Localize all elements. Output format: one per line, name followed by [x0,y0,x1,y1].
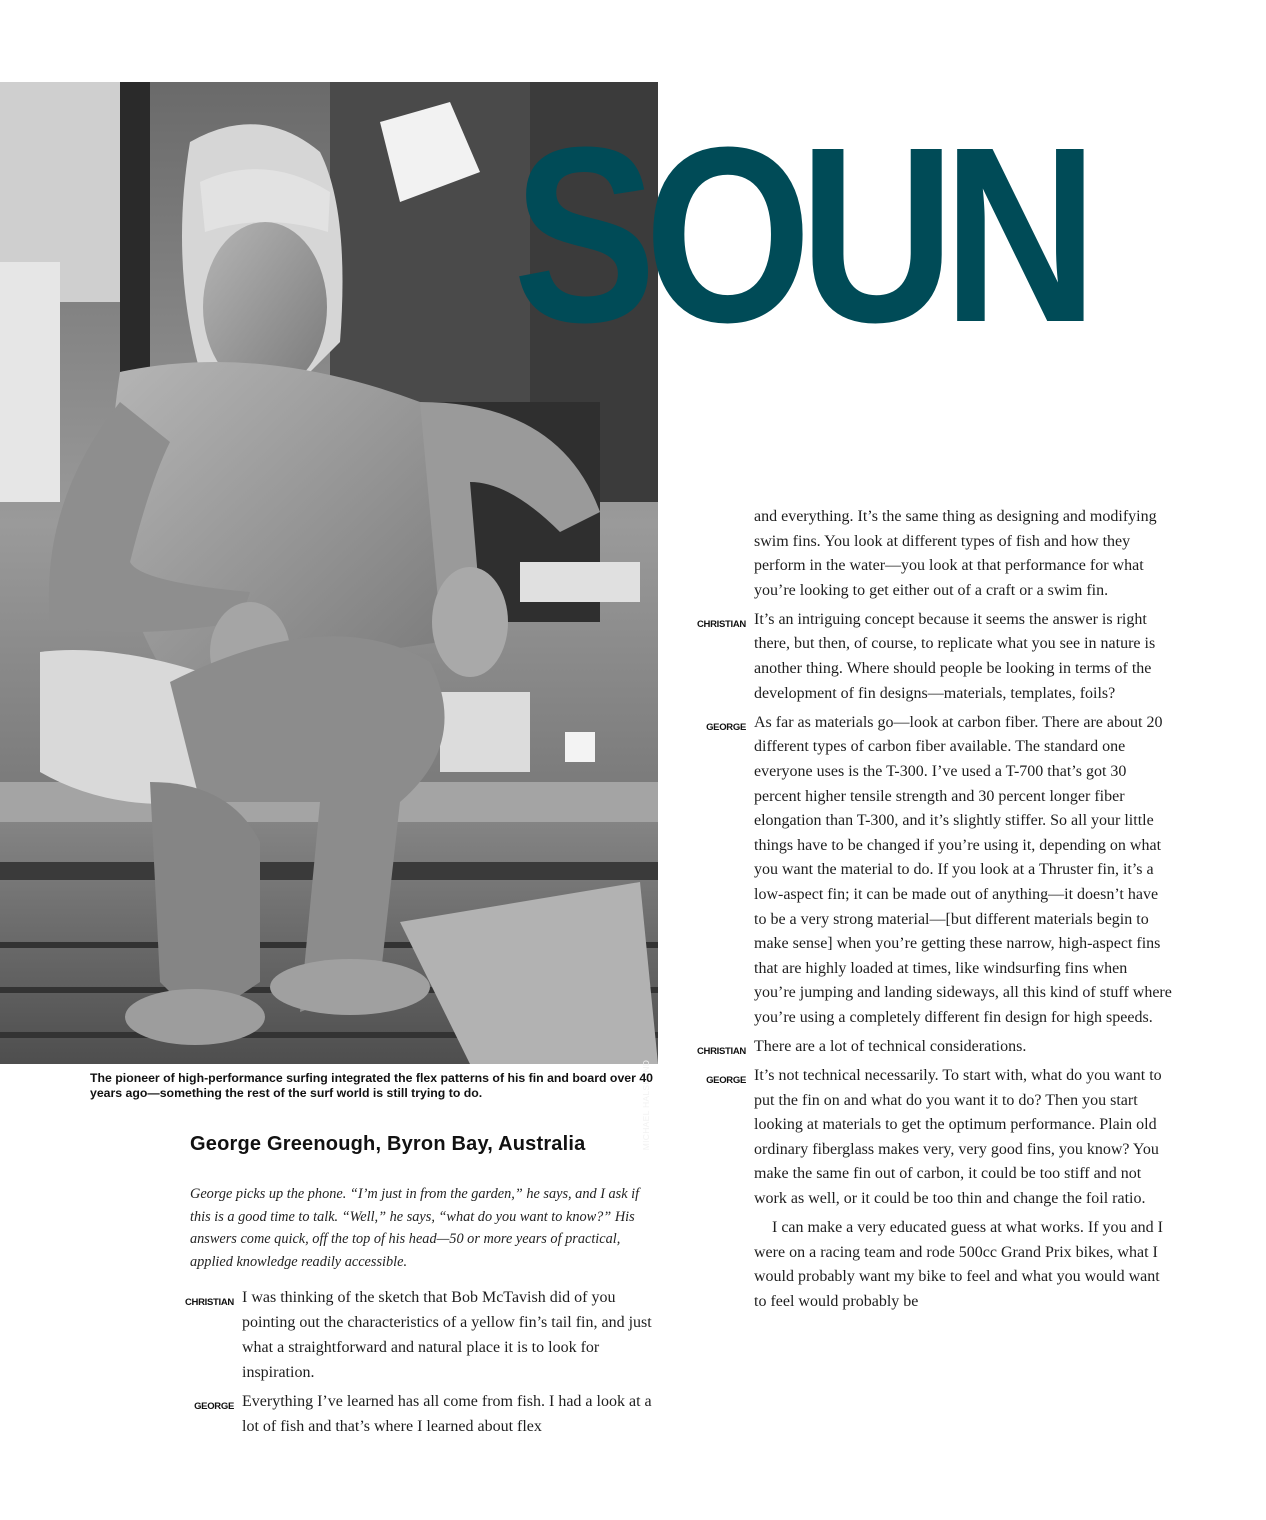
speaker-label: CHRISTIAN [696,618,746,630]
photo-credit: MICHAEL HALSBAND [641,1059,651,1151]
photo-caption: The pioneer of high-performance surfing integrated the flex patterns of his fin and board over 40 years ago—something the rest of the surf world is still trying to do. [90,1071,653,1100]
paragraph [706,711,1172,1031]
paragraph [194,1389,662,1439]
interview-subhead: George Greenough, Byron Bay, Australia [190,1133,586,1155]
speaker-label: CHRISTIAN [184,1297,234,1308]
headline-text: SOUN [513,95,1087,374]
paragraph [696,608,1172,706]
left-column-text [184,1285,662,1443]
paragraph-text: There are a lot of technical considerations. [754,1037,1027,1055]
speaker-label: GEORGE [194,1401,234,1412]
paragraph-text: and everything. It’s the same thing as designing and modifying swim fins. You look at different types of fish and how they perform in the water—you look at that performance for what you’re looking to get either out of a craft or a swim fin. [754,508,1157,599]
speaker-label: GEORGE [706,1075,746,1087]
paragraph-text: I was thinking of the sketch that Bob McTavish did of you pointing out the characteristics of a yellow fin’s tail fin, and just what a straightforward and natural place it is to look for inspiration. [242,1289,652,1381]
paragraph-text: As far as materials go—look at carbon fiber. There are about 20 different types of carbon fiber available. The standard one everyone uses is the T-300. I’ve used a T-700 that’s got 30 percent higher tensile strength and 30 percent longer fiber elongation than T-300, and it’s slightly stiffer. So all your little things have to be changed if you’re using it, depending on what you want the material to do. If you look at a Thruster fin, it’s a low-aspect fin; it can be made out of anything—it doesn’t have to be a very strong material—[but different materials begin to make sense] when you’re getting these narrow, high-aspect fins that are highly loaded at times, like windsurfing fins when you’re jumping and landing sideways, all this kind of stuff where you’re using a completely different fin design for high speeds. [754,713,1172,1026]
paragraph [754,1216,1172,1314]
paragraph-text: It’s not technical necessarily. To start with, what do you want to put the fin on and what do you want it to do? Then you start looking at materials to get the optimum performance. Plain old ordinary fiberglass makes very, very good fins, you know? You make the same fin out of carbon, it could be too stiff and not work as well, or it could be too thin and change the foil ratio. [754,1067,1162,1208]
paragraph [696,1035,1172,1060]
speaker-label: GEORGE [706,721,746,733]
speaker-label: CHRISTIAN [696,1045,746,1057]
paragraph [184,1285,662,1385]
headline [513,95,1253,374]
paragraph-text: I can make a very educated guess at what works. If you and I were on a racing team and rode 500cc Grand Prix bikes, what I would probably want my bike to feel and what you would want to feel would probably be [754,1219,1163,1310]
paragraph-text: It’s an intriguing concept because it seems the answer is right there, but then, of course, to replicate what you see in nature is another thing. Where should people be looking in terms of the development of fin designs—materials, templates, foils? [754,610,1156,702]
paragraph-text: Everything I’ve learned has all come from fish. I had a look at a lot of fish and that’s where I learned about flex [242,1393,652,1435]
paragraph [706,1064,1172,1212]
right-column-text [696,505,1172,1319]
interview-intro: George picks up the phone. “I’m just in from the garden,” he says, and I ask if this is a good time to talk. “Well,” he says, “what do you want to know?” His answers come quick, off the top of his head—50 or more years of practical, applied knowledge readily accessible. [190,1186,640,1271]
paragraph [754,505,1172,603]
